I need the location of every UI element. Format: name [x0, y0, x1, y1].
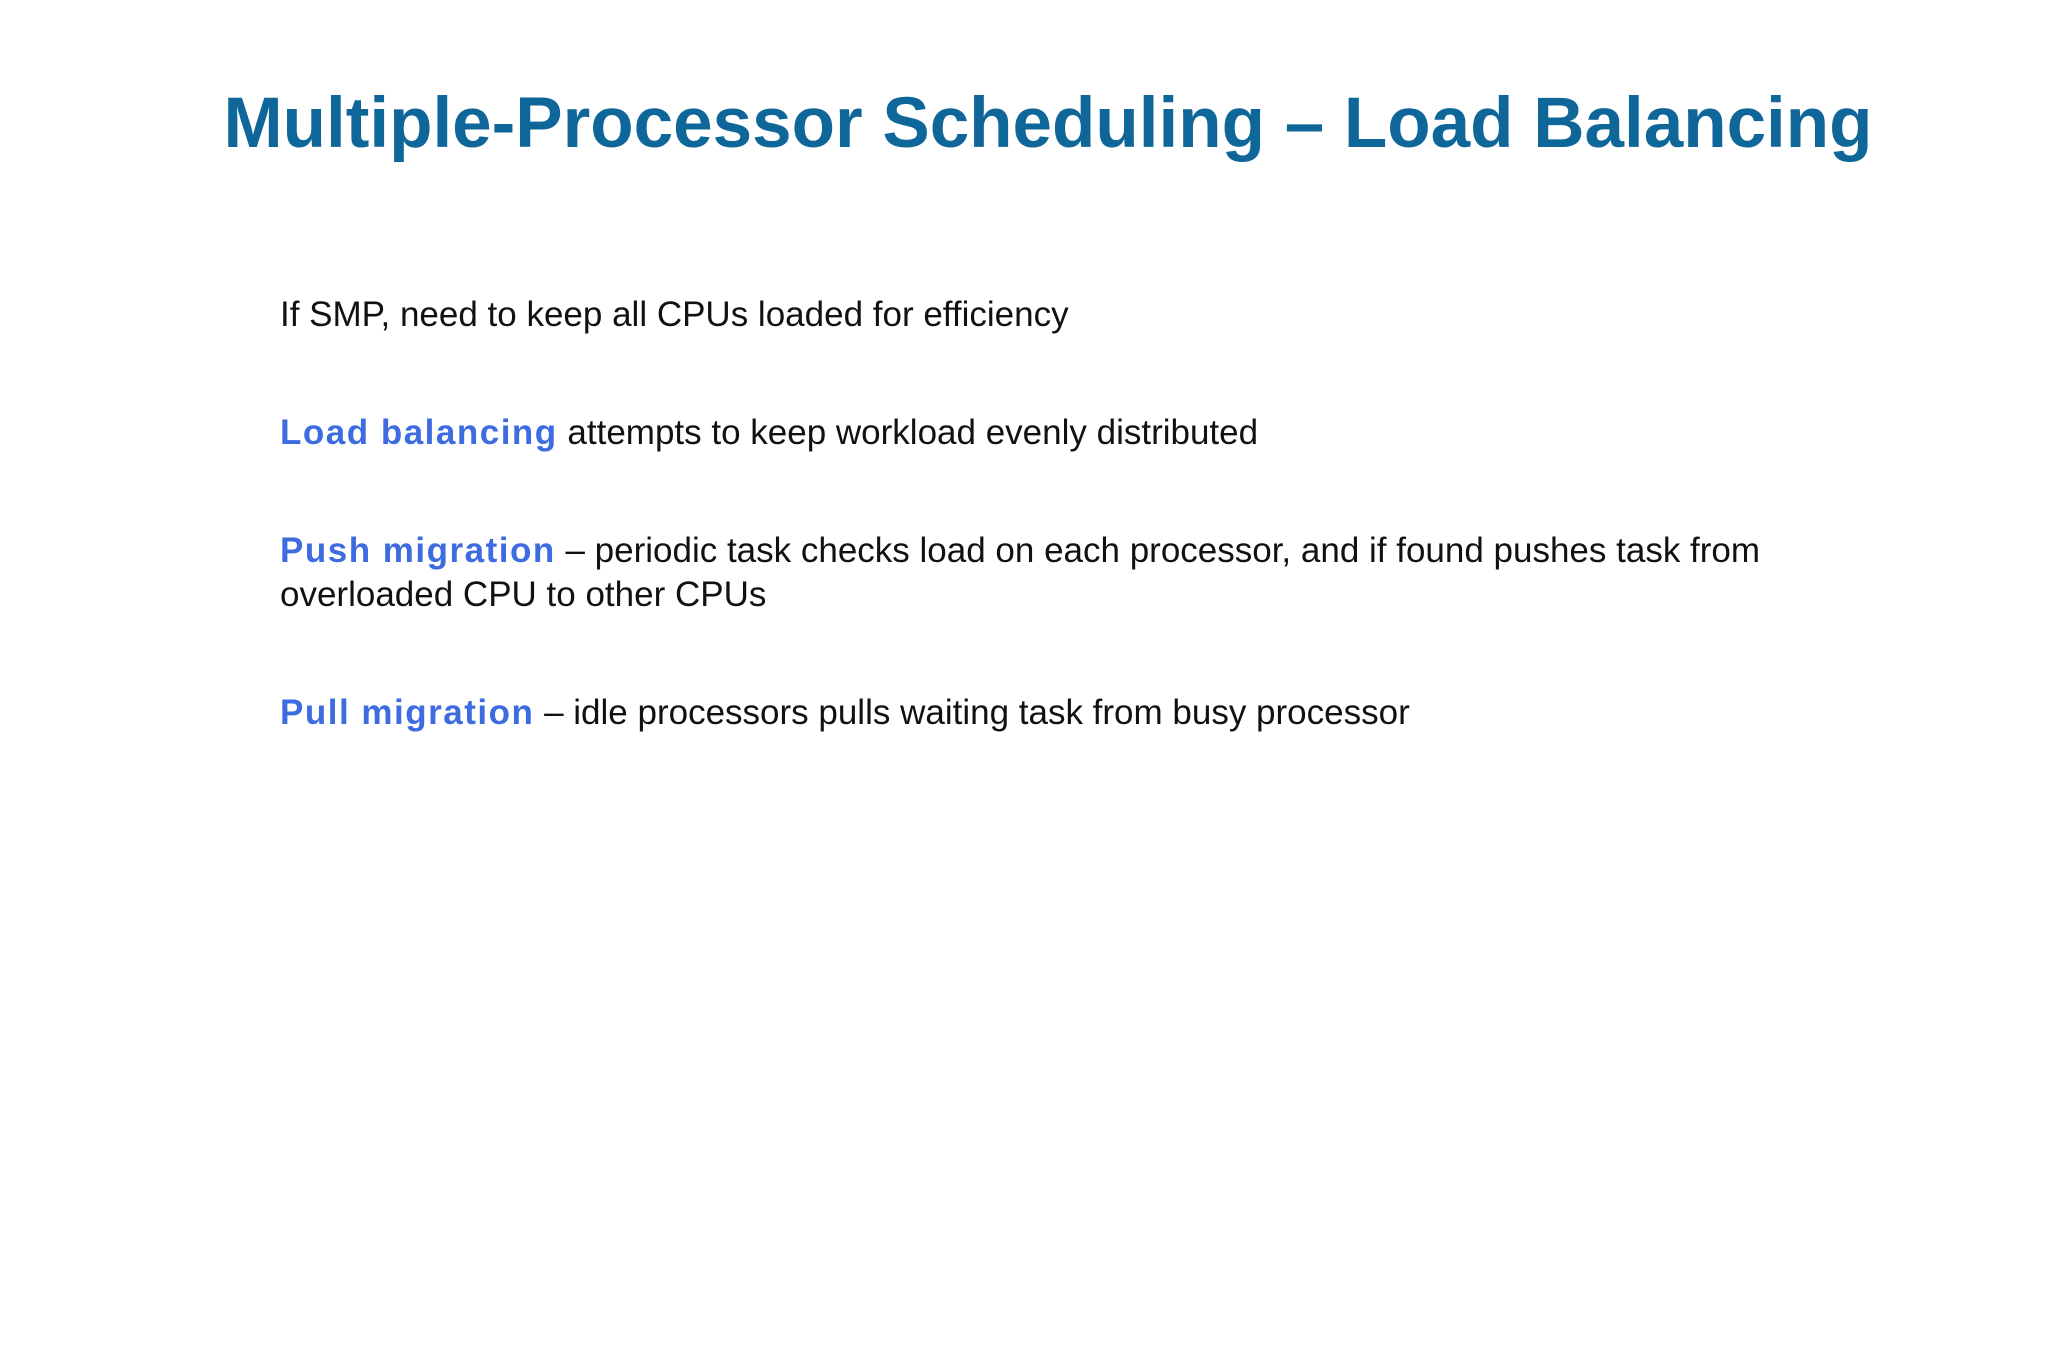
bullet-text: If SMP, need to keep all CPUs loaded for efficiency: [280, 295, 1069, 334]
bullet-load-balancing: [280, 411, 1840, 455]
term-load-balancing: Load balancing: [280, 413, 558, 452]
slide-title: Multiple-Processor Scheduling – Load Balancing: [223, 84, 1873, 163]
bullet-text: – periodic task checks load on each processor, and if found pushes task from overloaded CPU to other CPUs: [280, 531, 1761, 614]
bullet-pull-migration: [280, 691, 1840, 735]
bullet-text: – idle processors pulls waiting task from busy processor: [534, 693, 1410, 732]
term-pull-migration: Pull migration: [280, 693, 535, 732]
bullet-push-migration: [280, 529, 1840, 617]
bullet-smp-efficiency: [280, 293, 1840, 337]
bullet-text: attempts to keep workload evenly distributed: [557, 413, 1259, 452]
term-push-migration: Push migration: [280, 531, 556, 570]
